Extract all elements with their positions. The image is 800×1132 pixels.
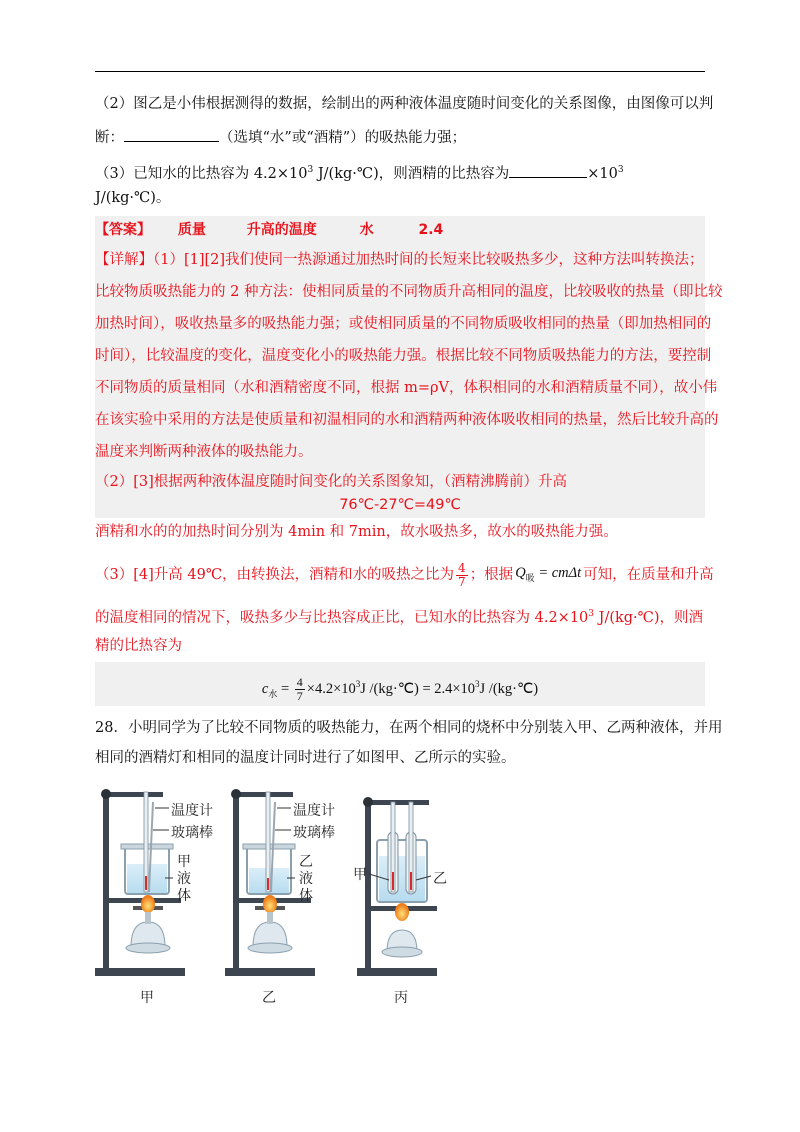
- formula-den: 7: [296, 689, 303, 704]
- label-thermometer-jia: 温度计: [171, 803, 213, 819]
- caption-jia: 甲: [140, 990, 154, 1006]
- detail-line-2: 比较物质吸热能力的 2 种方法：使相同质量的不同物质升高相同的温度，比较吸收的热量（即比较: [95, 284, 723, 300]
- equation-temp: 76℃-27℃=49℃: [339, 497, 461, 513]
- detail-line-9: 酒精和水的的加热时间分别为 4min 和 7min，故水吸热多，故水的吸热能力强。: [95, 524, 618, 540]
- q2-line2: [95, 128, 466, 148]
- caption-bing: 丙: [394, 990, 408, 1006]
- detail-line-3: 加热时间），吸收热量多的吸热能力强；或使相同质量的不同物质吸收相同的热量（即加热相同的: [95, 316, 712, 332]
- q3-line1: [95, 160, 624, 184]
- label-rod-jia: 玻璃棒: [171, 825, 213, 841]
- q-symbol: Q: [515, 564, 526, 581]
- formula-sub: 水: [268, 688, 278, 699]
- detail-line-4: 时间），比较温度的变化，温度变化小的吸热能力强。根据比较不同物质吸热能力的方法，要控制: [95, 348, 712, 364]
- label-rod-yi: 玻璃棒: [293, 825, 335, 841]
- detail-11-a: 的温度相同的情况下，吸热多少与比热容成正比，已知水的比热容为 4.2×10: [95, 610, 589, 626]
- formula-num: 4: [296, 675, 303, 690]
- detail-line-5: 不同物质的质量相同（水和酒精密度不同，根据 m=ρV，体积相同的水和酒精质量不同），故小伟: [95, 380, 718, 396]
- detail-10-c: 可知，在质量和升高: [583, 567, 714, 583]
- answer-line: [95, 220, 443, 240]
- detail-line-11: [95, 604, 703, 628]
- formula-e1: 3: [355, 679, 361, 689]
- answer-blank-1[interactable]: [124, 129, 219, 142]
- q3-line2: J/(kg·℃)。: [95, 190, 171, 206]
- apparatus-illustration: [95, 772, 445, 987]
- stand-bing: [357, 797, 437, 976]
- detail-line-8: （2）[3]根据两种液体温度随时间变化的关系图象知，（酒精沸腾前）升高: [95, 474, 568, 490]
- detail-line-7: 温度来判断两种液体的吸热能力。: [95, 444, 313, 460]
- header-rule: [95, 71, 705, 72]
- detail-line-1: 【详解】（1）[1][2]我们使同一热源通过加热时间的长短来比较吸热多少，这种方法叫转换法；: [95, 252, 704, 268]
- label-liquid-yi: 乙液体: [299, 854, 313, 904]
- answer-item-1: 质量: [177, 222, 206, 238]
- detail-10-a: （3）[4]升高 49℃，由转换法，酒精和水的吸热之比为: [95, 567, 455, 583]
- fraction-den: 7: [458, 574, 466, 589]
- answer-item-4: 2.4: [418, 222, 444, 238]
- q28-line1: 28．小明同学为了比较不同物质的吸热能力，在两个相同的烧杯中分别装入甲、乙两种液体，并用: [95, 720, 723, 736]
- q-rest: = cmΔt: [534, 564, 582, 581]
- formula-rest1: ×4.2×10: [306, 681, 356, 697]
- formula-line: [95, 664, 705, 714]
- formula-c: c: [261, 681, 269, 697]
- q-sub: 吸: [525, 572, 535, 583]
- q3-text-c: ×10: [587, 166, 618, 182]
- q2-suffix: （选填“水”或“酒精”）的吸热能力强；: [219, 130, 467, 146]
- formula-e2: 3: [475, 679, 480, 689]
- formula-rest3: J /(kg·℃): [479, 681, 539, 697]
- detail-line-6: 在该实验中采用的方法是使质量和初温相同的水和酒精两种液体吸收相同的热量，然后比较升高的: [95, 412, 719, 428]
- label-bing-left: 甲: [353, 867, 367, 883]
- label-bing-right: 乙: [433, 871, 447, 887]
- q28-line2: 相同的酒精灯和相同的温度计同时进行了如图甲、乙所示的实验。: [95, 750, 516, 766]
- q3-exp2: 3: [617, 165, 624, 175]
- fraction-num: 4: [458, 560, 466, 575]
- detail-10-b: ；根据: [469, 567, 514, 583]
- q3-exp: 3: [307, 165, 314, 175]
- answer-item-2: 升高的温度: [246, 222, 317, 238]
- experiment-figure: [95, 772, 445, 987]
- detail-11-exp: 3: [588, 609, 595, 619]
- detail-line-10: [95, 560, 714, 590]
- formula-rest2: J /(kg·℃) = 2.4×10: [360, 681, 476, 697]
- q3-text-a: （3）已知水的比热容为 4.2×10: [95, 166, 308, 182]
- detail-11-b: J/(kg·℃)，则酒: [594, 610, 704, 626]
- q-formula: [515, 563, 581, 588]
- formula-fraction: [295, 676, 305, 703]
- ratio-fraction: [456, 562, 468, 589]
- caption-yi: 乙: [262, 990, 276, 1006]
- q3-text-b: J/(kg·℃)，则酒精的比热容为: [313, 166, 510, 182]
- answer-blank-2[interactable]: [509, 165, 587, 178]
- label-thermometer-yi: 温度计: [293, 803, 335, 819]
- answer-tag: 【答案】: [95, 222, 151, 238]
- label-liquid-jia: 甲液体: [177, 854, 191, 904]
- detail-line-12: 精的比热容为: [95, 638, 182, 654]
- answer-item-3: 水: [359, 222, 374, 238]
- q2-line1: （2）图乙是小伟根据测得的数据，绘制出的两种液体温度随时间变化的关系图像，由图像可以判: [95, 96, 714, 112]
- formula-eq: =: [277, 681, 293, 697]
- q2-prefix: 断：: [95, 130, 124, 146]
